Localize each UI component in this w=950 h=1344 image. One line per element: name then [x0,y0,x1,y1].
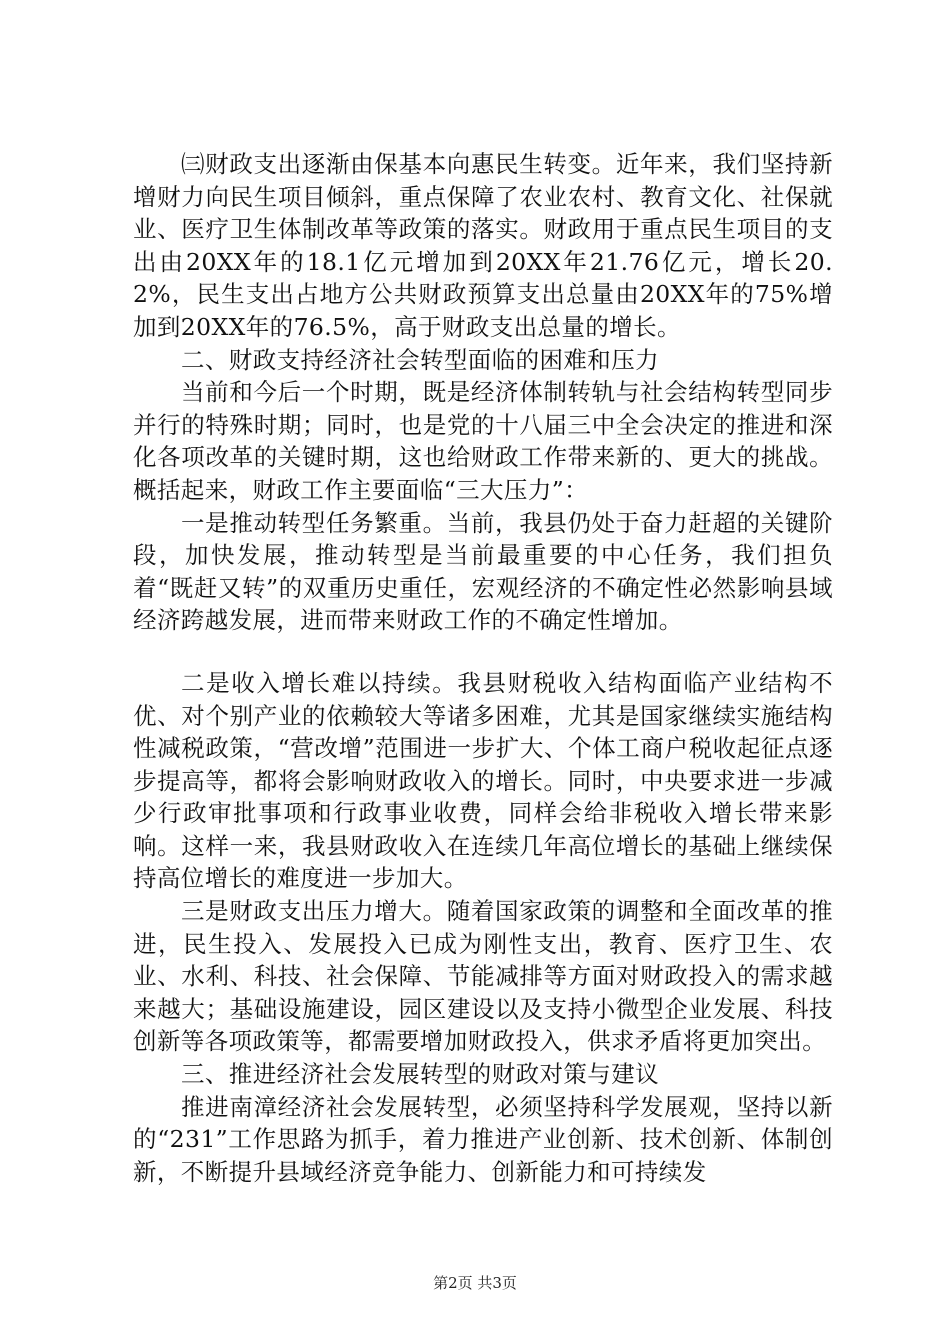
document-body [133,148,833,1188]
paragraph-current-period: 当前和今后一个时期，既是经济体制转轨与社会结构转型同步并行的特殊时期；同时，也是党的十八届三中全会决定的推进和深化各项改革的关键时期，这也给财政工作带来新的、更大的挑战。概括起来，财政工作主要面临“三大压力”： [133,378,833,504]
paragraph-livelihood-spending: ㈢财政支出逐渐由保基本向惠民生转变。近年来，我们坚持新增财力向民生项目倾斜，重点保障了农业农村、教育文化、社保就业、医疗卫生体制改革等政策的落实。财政用于重点民生项目的支出由20XX年的18.1亿元增加到20XX年21.76亿元，增长20.2%，民生支出占地方公共财政预算支出总量由20XX年的75%增加到20XX年的76.5%，高于财政支出总量的增长。 [133,150,833,341]
paragraph-nanzhang-transformation: 推进南漳经济社会发展转型，必须坚持科学发展观，坚持以新的“231”工作思路为抓手，着力推进产业创新、技术创新、体制创新，不断提升县域经济竞争能力、创新能力和可持续发 [133,1092,833,1186]
paragraph-spending-pressure: 三是财政支出压力增大。随着国家政策的调整和全面改革的推进，民生投入、发展投入已成为刚性支出，教育、医疗卫生、农业、水利、科技、社会保障、节能减排等方面对财政投入的需求越来越大；基础设施建设，园区建设以及支持小微型企业发展、科技创新等各项政策等，都需要增加财政投入，供求矛盾将更加突出。 [133,897,833,1056]
page-number-footer: 第2页 共3页 [433,1274,517,1292]
paragraph-transformation-task: 一是推动转型任务繁重。当前，我县仍处于奋力赶超的关键阶段，加快发展，推动转型是当前最重要的中心任务，我们担负着“既赶又转”的双重历史重任，宏观经济的不确定性必然影响县域经济跨越发展，进而带来财政工作的不确定性增加。 [133,508,833,635]
section-heading-countermeasures: 三、推进经济社会发展转型的财政对策与建议 [181,1060,659,1089]
section-heading-difficulties: 二、财政支持经济社会转型面临的困难和压力 [181,345,659,374]
paragraph-revenue-growth: 二是收入增长难以持续。我县财税收入结构面临产业结构不优、对个别产业的依赖较大等诸多困难，尤其是国家继续实施结构性减税政策，“营改增”范围进一步扩大、个体工商户税收起征点逐步提高等，都将会影响财政收入的增长。同时，中央要求进一步减少行政审批事项和行政事业收费，同样会给非税收入增长带来影响。这样一来，我县财政收入在连续几年高位增长的基础上继续保持高位增长的难度进一步加大。 [133,668,833,893]
